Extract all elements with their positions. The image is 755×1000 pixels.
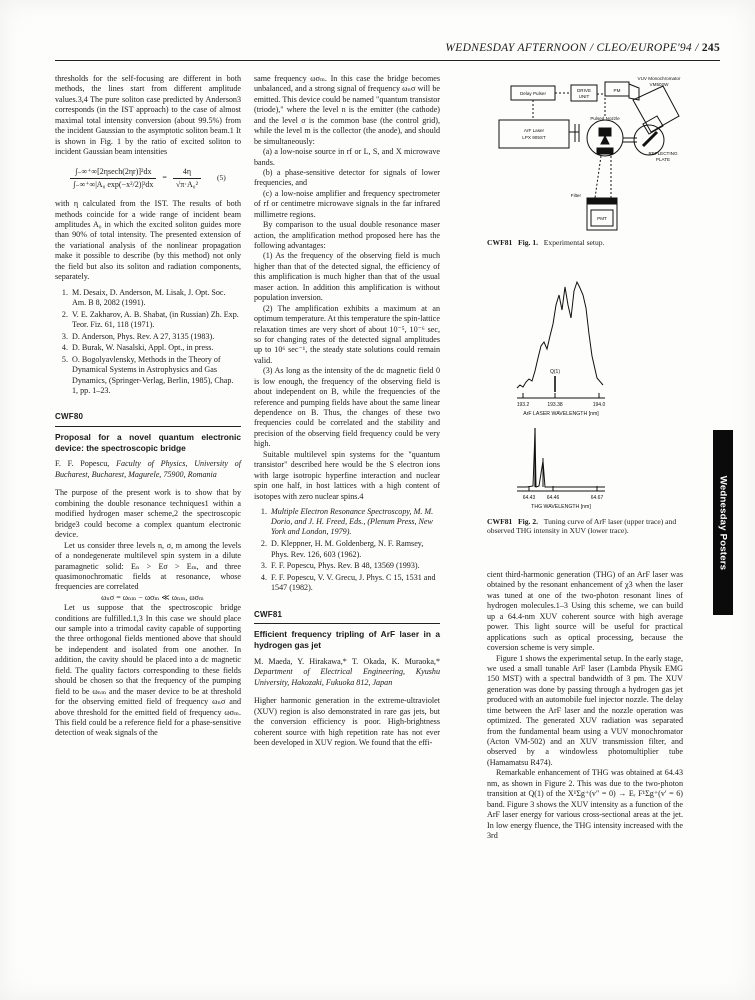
reference-text: Multiple Electron Resonance Spectroscopy, M. M. Dorio, and J. H. Freed, Eds., (Plenum Press, New York and London, 1979). — [271, 506, 434, 537]
author-affiliation: Department of Electrical Engineering, Kyushu University, Hakozaki, Fukuoka 812, Japan — [254, 667, 440, 687]
reference-item — [269, 507, 440, 538]
equation-5-denominator: ∫₋∞⁺∞|A₀ exp(−x²/2)|²dx — [70, 178, 156, 190]
reference-item: 1. M. Desaix, D. Anderson, M. Lisak, J. Opt. Soc. Am. B 8, 2082 (1991). — [70, 288, 241, 309]
paper-code-cwf80: CWF80 — [55, 412, 84, 422]
reference-item: 3. D. Anderson, Phys. Rev. A 27, 3135 (1983). — [70, 332, 241, 342]
label-monochromator-model: VM502W — [649, 82, 669, 87]
lower-trace-line — [517, 432, 605, 487]
label-reflecting-plate: REFLECTING — [648, 151, 678, 156]
running-head — [445, 42, 720, 54]
upper-xtick-0: 193.2 — [516, 402, 530, 408]
paragraph-spin-systems: Suitable multilevel spin systems for the "quantum transistor" described here would be the S electron ions with large isotropic hyperfine interaction and nuclear spin one half, in host lattices with a high content of isotopes with zero nuclear spins.4 — [254, 449, 440, 501]
equation-frequency-correlation: ωₙσ = ωₙₘ − ωσₘ ≪ ωₙₘ, ωσₘ — [101, 592, 204, 602]
lower-xtick-1: 64.46 — [546, 495, 560, 501]
paragraph-ist-results: with η calculated from the IST. The results of both methods coincide for a wide range of incident beam amplitudes A₀ in which the excited soliton guides more than 90% of total intensity. The presented extension of the variational analysis of the nonlinear propagation make it possible to describe (by this method) not only the field but also its soliton and radiation components, separately. — [55, 199, 241, 282]
figure-2-label: Fig. 2. — [518, 517, 539, 526]
label-pmt: PMT — [597, 216, 607, 221]
running-head-title: WEDNESDAY AFTERNOON / CLEO/EUROPE'94 / — [445, 42, 699, 54]
figure-1-label: Fig. 1. — [518, 238, 539, 247]
figure-1-code: CWF81 — [487, 238, 513, 247]
advantage-three: (3) As long as the intensity of the dc magnetic field 0 is low enough, the frequency of the observing field is about independent on B, while the frequencies of the reference and pumping fields have about the same linear dependence on B. Thus, the changes of these two frequencies could be correlated and the stability and precision of the observing field frequency could be very high. — [254, 366, 440, 449]
annotation-q1: Q(1) — [550, 369, 560, 375]
list-item-a: (a) a low-noise source in rf or L, S, and X microwave bands. — [254, 147, 440, 167]
paragraph-quantum-transistor: same frequency ωσₘ. In this case the bridge becomes unbalanced, and a strong signal of frequency ωₙσ will be emitted. This device could be named "quantum transistor (triode)," where the level n is the emitter (the cathode) and the level σ is the common base (the control grid), while the level m is the collector (the anode), and should be simultaneously: — [254, 74, 440, 146]
label-laser-model: LPX 905ST — [522, 135, 546, 140]
paragraph-thg-resonant: cient third-harmonic generation (THG) of an ArF laser was obtained by the resonant enhancement of χ3 when the laser was tuned at one of the two-photon resonant lines of hydrogen molecules.1–3 Using this scheme, we can build up a 64.4-nm XUV coherent source with high average power. This light source will be useful for practical applications such as optical processing, because the coversion scheme is very simple. — [487, 570, 683, 653]
column-one — [55, 74, 241, 739]
author-affiliation: Faculty of Physics, University of Bucharest, Bucharest, Magurele, 75900, Romania — [55, 459, 241, 479]
label-pulsed-nozzle: Pulsed Nozzle — [590, 116, 620, 121]
label-filter: Filter — [570, 193, 581, 198]
reference-item: 2. V. E. Zakharov, A. B. Shabat, (in Russian) Zh. Exp. Teor. Fiz. 61, 118 (1971). — [70, 310, 241, 331]
thumb-tab-wednesday-posters — [713, 430, 733, 615]
figure-2-code: CWF81 — [487, 517, 513, 526]
reference-item: 4. D. Burak, W. Nasalski, Appl. Opt., in press. — [70, 343, 241, 353]
advantage-two: (2) The amplification exhibits a maximum at an optimum temperature. At this temperature the spin-lattice relaxation times are very short of about 10⁻⁵, 10⁻⁶ sec, so for changing rates of the detected signal amplitudes up to 10⁶ sec⁻¹, the steady state solutions could remain valid. — [254, 303, 440, 365]
label-arf-laser: ArF Laser — [523, 128, 545, 133]
paragraph-three-levels: Let us consider three levels n, σ, m among the levels of a nondegenerate multilevel spin system in a dilute paramagnetic solid: Eₙ > Eσ > Eₘ, and three quasimonochromatic fields at resonance, whose frequencies are correlated — [55, 540, 241, 592]
reference-list-cwf80 — [254, 507, 440, 594]
upper-xtick-2: 194.0 — [592, 402, 606, 408]
paragraph-advantages-intro: By comparison to the usual double resonance maser action, the amplification method proposed here has the following advantages: — [254, 220, 440, 250]
label-drive-unit: DRIVE — [576, 88, 592, 93]
paragraph-bridge-conditions: Let us suppose that the spectroscopic bridge conditions are fulfilled.1,3 In this case we should place our sample into a trimodal cavity capable of supporting the three orthogonal fields mentioned above that should be independent and isolated from one another. In addition, the cavity should be placed into a dc magnetic field. The quality factors corresponding to these fields should be chosen so that the frequency of the pumping field to be ωₙₘ and the maser device to be at threshold for the observing emitted field of frequency ωₙσ and above threshold for the emitted field of frequency ωσₘ. This field could be a reference field for a phase-sensitive detection of weak signals of the — [55, 603, 241, 738]
label-drive-unit-2: UNIT — [578, 94, 590, 99]
equation-5-rhs-numerator: 4η — [182, 166, 192, 176]
tuning-curve-chart — [487, 272, 687, 512]
figure-2-caption — [487, 517, 687, 536]
thumb-tab-label: Wednesday Posters — [717, 475, 729, 570]
reference-list-cwf79 — [55, 288, 241, 397]
reference-item: 2. D. Kleppner, H. M. Goldenberg, N. F. Ramsey, Phys. Rev. 126, 603 (1962). — [269, 539, 440, 560]
advantage-one: (1) As the frequency of the observing field is much higher than that of the detected signal, the efficiency of this amplification is much higher than that of the usual maser action. In addition this amplification is without population inversion. — [254, 251, 440, 303]
equation-5-equals: = — [162, 173, 167, 183]
paper-authors-cwf81 — [254, 657, 440, 689]
lower-xaxis-label: THG WAVELENGTH [nm] — [531, 504, 591, 510]
experimental-setup-diagram — [487, 58, 687, 233]
paper-authors-cwf80 — [55, 459, 241, 480]
reference-item: 4. F. F. Popescu, V. V. Grecu, J. Phys. C 15, 1531 and 1547 (1982). — [269, 573, 440, 594]
figure-2-text: Tuning curve of ArF laser (upper trace) and observed THG intensity in XUV (lower trace). — [487, 517, 677, 536]
lower-xtick-0: 64.43 — [522, 495, 536, 501]
reference-item: 5. O. Bogolyavlensky, Methods in the Theory of Dynamical Systems in Astrophysics and Gas Dynamics, (Springer-Verlag, Berlin, 1985), Chap. 1, pp. 1–23. — [70, 355, 241, 396]
monochromator-body — [633, 86, 679, 132]
paper-code-cwf81: CWF81 — [254, 609, 283, 619]
paragraph-enhancement: Remarkable enhancement of THG was obtained at 64.43 nm, as shown in Figure 2. This was due to the two-photon transition at Q(1) of the X¹Σg⁺(v″ = 0) → Eᵣ F¹Σg⁺(v′ = 6) band. Figure 3 shows the XUV intensity as a function of the ArF laser energy for various cross-sectional areas at the jet. In low energy fluence, the THG intensity increased with the 3rd — [487, 768, 683, 840]
label-pm: PM — [613, 88, 621, 93]
lower-xtick-2: 64.67 — [590, 495, 604, 501]
paper-title-cwf81: Efficient frequency tripling of ArF laser in a hydrogen gas jet — [254, 628, 440, 650]
paper-title-cwf80: Proposal for a novel quantum electronic device: the spectroscopic bridge — [55, 431, 241, 453]
page-number: 245 — [701, 42, 720, 54]
equation-5-numerator: ∫₋∞⁺∞[2ηsech(2ηr)]²dx — [75, 166, 152, 176]
list-item-c: (c) a low-noise amplifier and frequency spectrometer of rf or centimetre microwave signals in the far infrared millimetre regions. — [254, 188, 440, 219]
lower-trace-plot — [517, 428, 605, 510]
upper-xtick-1: 193.38 — [547, 402, 563, 408]
reference-item: 3. F. F. Popescu, Phys. Rev. B 48, 13569 (1993). — [269, 561, 440, 571]
paragraph-purpose: The purpose of the present work is to show that by combining the double resonance techniques1 within a modified hydrogen maser scheme,2 the spectroscopic bridge3 could become a complex quantum electronic device. — [55, 488, 241, 540]
paragraph-setup-description: Figure 1 shows the experimental setup. In the early stage, we used a small tunable ArF laser (Lambda Physik EMG 150 MST) with a spectral bandwidth of 3 pm. The XUV generation was done by passing through a hydrogen gas jet produced with an automobile fuel injector nozzle. The delay time between the ArF laser and the nozzle operation was optimized. The generated XUV radiation was separated from the fundamental beam using a VUV monochromator (Acton VM-502) and an XUV transmission filter, and observed by a windowless photomultiplier tube (Hamamatsu R474). — [487, 653, 683, 767]
paragraph-thresholds: thresholds for the self-focusing are different in both methods, the lines start from different amplitude values.3,4 The pure soliton case predicted by Anderson3 corresponds (in the IST approach) to the case of almost maximal total intensity conversion (about 99.5%) from the incident Gaussian to the asymptotic soliton beam.1 It is shown in Fig. 1 by the ratio of excited soliton to incident Gaussian beam intensities — [55, 74, 241, 157]
figure-1-text: Experimental setup. — [543, 238, 605, 247]
author-name: F. F. Popescu, — [55, 459, 110, 469]
figure-1 — [487, 58, 687, 247]
equation-5-tag: (5) — [216, 173, 226, 183]
upper-trace-plot — [517, 282, 606, 417]
figure-1-caption — [487, 238, 687, 247]
column-three — [487, 570, 683, 841]
paper-divider — [254, 623, 440, 624]
label-monochromator: VUV Monochromator — [637, 76, 681, 81]
author-names: M. Maeda, Y. Hirakawa,* T. Okada, K. Muraoka,* — [254, 656, 440, 666]
paragraph-xuv-intro: Higher harmonic generation in the extreme-ultraviolet (XUV) region is also demonstrated in rare gas jets, but the conversion efficiency is poor. High-brightness coherent source with high repetition rate has not ever been developed in XUV region. We found that the effi- — [254, 696, 440, 748]
label-reflecting-plate-2: PLATE — [655, 157, 671, 162]
column-two — [254, 74, 440, 748]
equation-5 — [55, 167, 241, 191]
paper-divider — [55, 426, 241, 427]
equation-5-rhs-denominator: √π·A₀² — [173, 178, 201, 190]
list-item-b: (b) a phase-sensitive detector for signals of lower frequencies, and — [254, 167, 440, 188]
upper-xaxis-label: ArF LASER WAVELENGTH [nm] — [523, 411, 599, 417]
arf-laser-box — [499, 120, 569, 148]
figure-2 — [487, 272, 687, 536]
upper-trace-line — [517, 282, 603, 388]
filter-element — [587, 198, 617, 204]
label-delay-pulser: Delay Pulser — [519, 91, 547, 96]
